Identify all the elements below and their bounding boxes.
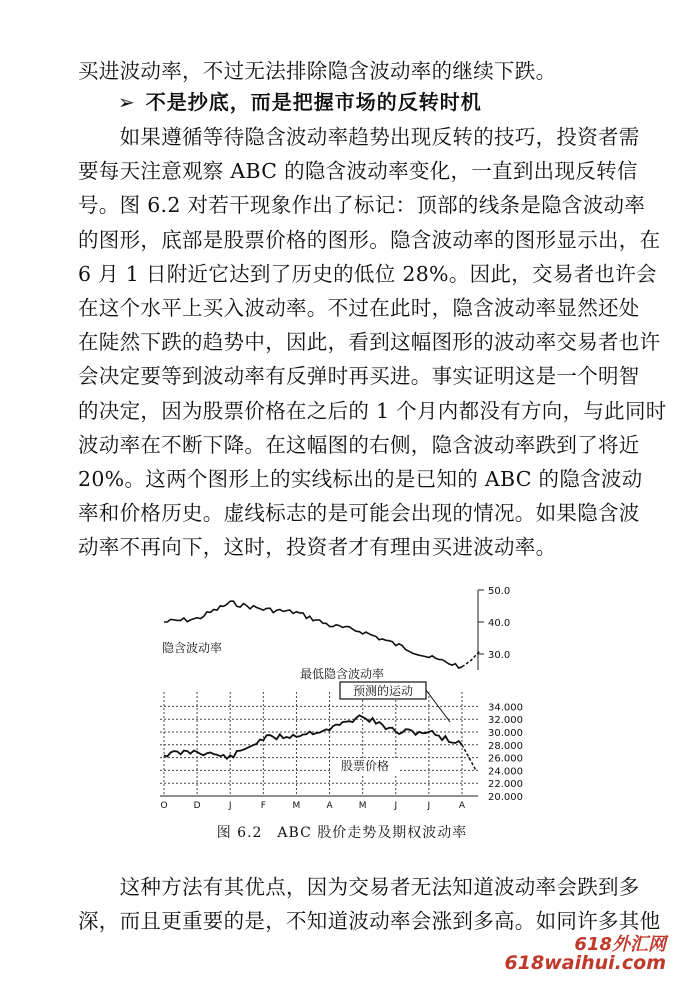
para1-line: 号。图 6.2 对若干现象作出了标记：顶部的线条是隐含波动率 — [78, 193, 646, 218]
x-tick-label: M — [292, 801, 301, 811]
iv-projected-line — [462, 651, 480, 667]
para2-line: 深，而且更重要的是，不知道波动率会涨到多高。如同许多其他 — [78, 909, 661, 934]
price-tick-label: 32.000 — [488, 715, 523, 727]
para1-line: 率和价格历史。虚线标志的是可能会出现的情况。如果隐含波 — [78, 501, 640, 526]
para1-line: 如果遵循等待隐含波动率趋势出现反转的技巧，投资者需 — [78, 125, 640, 149]
label-min-implied-vol: 最低隐含波动率 — [300, 667, 385, 681]
x-tick-label: A — [326, 801, 333, 811]
para1-line: 动率不再向下，这时，投资者才有理由买进波动率。 — [78, 535, 557, 560]
para1-line: 在这个水平上买入波动率。不过在此时，隐含波动率显然还处 — [78, 296, 640, 320]
iv-series-line — [164, 601, 462, 668]
label-stock-price: 股票价格 — [340, 759, 390, 773]
figure-chart — [150, 582, 530, 814]
para1-line: 6 月 1 日附近它达到了历史的低位 28%。因此，交易者也许会 — [78, 261, 657, 286]
para2-line: 这种方法有其优点，因为交易者无法知道波动率会跌到多 — [78, 875, 640, 899]
x-tick-label: J — [394, 801, 398, 811]
watermark-url: 618waihui.com — [504, 952, 666, 974]
x-tick-label: A — [458, 801, 466, 811]
price-tick-label: 30.000 — [488, 728, 523, 739]
text-line-top: 买进波动率，不过无法排除隐含波动率的继续下跌。 — [78, 59, 557, 83]
price-tick-label: 26.000 — [488, 753, 523, 765]
x-tick-label: J — [427, 801, 431, 811]
para1-line: 在陡然下跌的趋势中，因此，看到这幅图形的波动率交易者也许 — [78, 330, 661, 355]
price-tick-label: 34.000 — [488, 702, 523, 714]
arrow-bullet-icon: ➢ — [118, 90, 136, 114]
price-tick-label: 24.000 — [488, 766, 523, 778]
x-tick-label: M — [358, 801, 367, 811]
price-series-line — [164, 715, 462, 759]
price-tick-label: 20.000 — [488, 792, 523, 803]
para1-line: 会决定要等到波动率有反弹时再买进。事实证明这是一个明智 — [78, 364, 640, 389]
iv-tick-label: 30.0 — [488, 650, 511, 661]
section-heading — [118, 86, 482, 115]
figure-caption: 图 6.2 ABC 股价走势及期权波动率 — [216, 825, 468, 841]
para1-line: 要每天注意观察 ABC 的隐含波动率变化，一直到出现反转信 — [78, 159, 638, 184]
price-tick-label: 22.000 — [488, 779, 523, 791]
label-implied-vol: 隐含波动率 — [162, 641, 223, 655]
para1-line: 20%。这两个图形上的实线标出的是已知的 ABC 的隐含波动 — [78, 467, 643, 491]
para1-line: 的决定，因为股票价格在之后的 1 个月内都没有方向，与此同时 — [78, 398, 667, 423]
x-tick-label: F — [260, 801, 266, 811]
label-forecast: 预测的运动 — [352, 684, 414, 698]
watermark-cn: 618外汇网 — [574, 934, 666, 955]
section-heading-text: 不是抄底，而是把握市场的反转时机 — [145, 90, 482, 114]
x-tick-label: J — [228, 801, 232, 811]
para1-line: 的图形，底部是股票价格的图形。隐含波动率的图形显示出，在 — [78, 227, 661, 252]
x-tick-label: D — [193, 801, 201, 811]
iv-tick-label: 50.0 — [488, 586, 511, 597]
price-tick-label: 28.000 — [488, 740, 523, 752]
para1-line: 波动率在不断下降。在这幅图的右侧，隐含波动率跌到了将近 — [78, 432, 640, 457]
iv-tick-label: 40.0 — [488, 618, 511, 629]
x-tick-label: O — [160, 801, 168, 811]
